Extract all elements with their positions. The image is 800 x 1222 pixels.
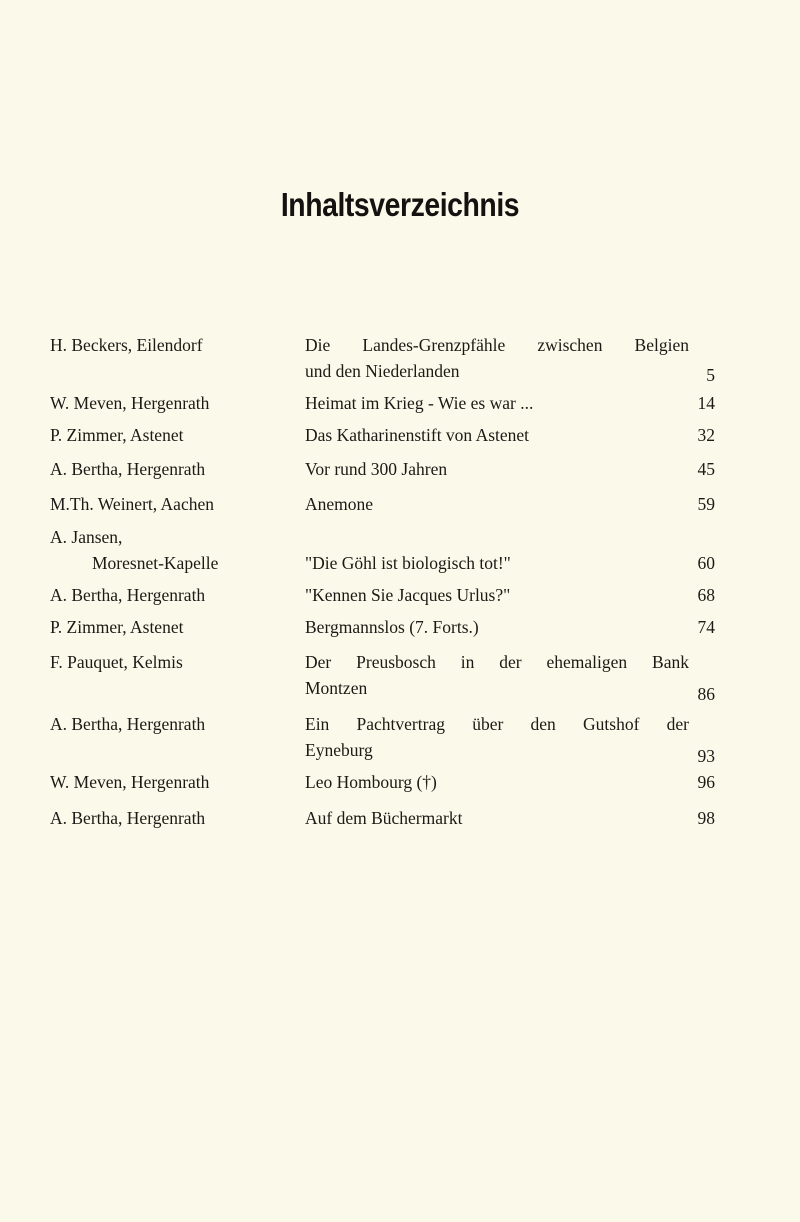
entry-page-number: 93: [697, 746, 715, 766]
entry-page-number: 45: [697, 459, 715, 479]
entry-author: P. Zimmer, Astenet: [50, 425, 184, 445]
entry-page-number: 74: [697, 617, 715, 637]
entry-title-line: Ein Pachtvertrag über den Gutshof der: [305, 714, 689, 734]
entry-title: Heimat im Krieg - Wie es war ...: [305, 393, 534, 413]
entry-author: W. Meven, Hergenrath: [50, 772, 210, 792]
entry-author: A. Bertha, Hergenrath: [50, 808, 206, 828]
entry-author: A. Bertha, Hergenrath: [50, 714, 206, 734]
entry-title: Das Katharinenstift von Astenet: [305, 425, 530, 445]
page-title: Inhaltsverzeichnis: [280, 186, 520, 223]
entry-title-line: Eyneburg: [305, 740, 373, 760]
entry-page-number: 5: [706, 365, 715, 385]
toc-entry: [50, 332, 715, 384]
entry-page-number: 14: [697, 393, 715, 413]
toc-entry: [50, 390, 715, 416]
toc-entry: [50, 711, 715, 766]
toc-entry: [50, 422, 715, 448]
entry-page-number: 32: [697, 425, 715, 445]
entry-title: "Die Göhl ist biologisch tot!": [305, 553, 511, 573]
entry-title: "Kennen Sie Jacques Urlus?": [305, 585, 511, 605]
entry-title: Vor rund 300 Jahren: [305, 459, 448, 479]
entry-title-line: und den Niederlanden: [305, 361, 460, 381]
entry-title: [305, 332, 689, 384]
entry-author: F. Pauquet, Kelmis: [50, 652, 183, 672]
entry-author: W. Meven, Hergenrath: [50, 393, 210, 413]
entry-title: Bergmannslos (7. Forts.): [305, 617, 479, 637]
entry-page-number: 59: [697, 494, 715, 514]
entry-title-line: Der Preusbosch in der ehemaligen Bank: [305, 652, 689, 672]
entry-title: Auf dem Büchermarkt: [305, 808, 463, 828]
entry-author-line: A. Jansen,: [50, 527, 123, 547]
entry-page-number: 96: [697, 772, 715, 792]
toc-entry: [50, 456, 715, 482]
entry-title: [305, 649, 689, 701]
entry-page-number: 68: [697, 585, 715, 605]
entry-author: H. Beckers, Eilendorf: [50, 335, 203, 355]
entry-title: Leo Hombourg (†): [305, 772, 437, 792]
entry-author-line: Moresnet-Kapelle: [92, 553, 219, 573]
table-of-contents: [50, 332, 715, 831]
toc-entry: [50, 582, 715, 608]
entry-page-number: 60: [697, 553, 715, 573]
entry-author: [50, 524, 300, 576]
entry-title: [305, 711, 689, 763]
toc-entry: [50, 491, 715, 517]
toc-entry: [50, 614, 715, 640]
entry-title: Anemone: [305, 494, 374, 514]
entry-page-number: 98: [697, 808, 715, 828]
entry-author: P. Zimmer, Astenet: [50, 617, 184, 637]
toc-entry: [50, 524, 715, 576]
entry-page-number: 86: [697, 684, 715, 704]
entry-author: A. Bertha, Hergenrath: [50, 585, 206, 605]
toc-entry: [50, 769, 715, 795]
entry-title-line: Montzen: [305, 678, 368, 698]
entry-title-line: Die Landes-Grenzpfähle zwischen Belgien: [305, 335, 689, 355]
toc-entry: [50, 805, 715, 831]
toc-entry: [50, 649, 715, 704]
entry-author: A. Bertha, Hergenrath: [50, 459, 206, 479]
entry-author: M.Th. Weinert, Aachen: [50, 494, 214, 514]
